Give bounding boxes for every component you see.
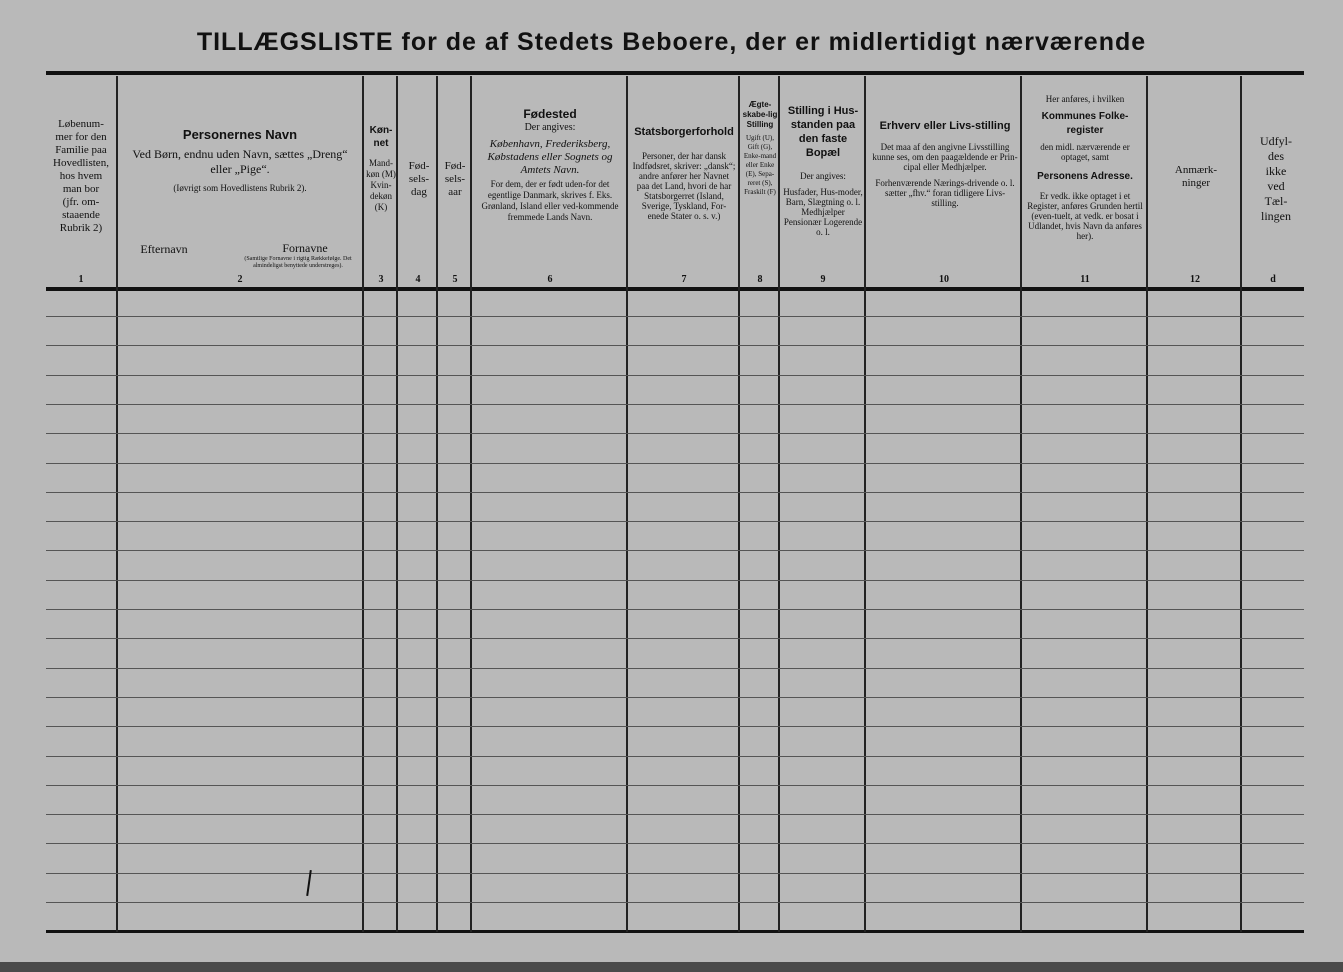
- column-divider: [738, 76, 740, 932]
- col-number: 3: [378, 274, 384, 285]
- row-rule: [46, 668, 1304, 669]
- row-rule: [46, 814, 1304, 815]
- row-rule: [46, 902, 1304, 903]
- col-number: 2: [237, 274, 243, 285]
- col8-heading: Ægte-skabe-lig Stilling: [742, 100, 778, 129]
- col3-header: [366, 124, 396, 213]
- row-rule: [46, 316, 1304, 317]
- row-rule: [46, 550, 1304, 551]
- col2-heading: Personernes Navn: [182, 128, 298, 142]
- col2-forenames-note: (Samtlige Fornavne i rigtig Rækkefølge. Det almindeligst benyttede understreges).: [244, 256, 352, 269]
- col2-text: Ved Børn, endnu uden Navn, sættes „Dreng“ eller „Pige“.: [132, 147, 348, 176]
- cold-header: [1248, 134, 1304, 224]
- col10-heading: Erhverv eller Livs-stilling: [879, 120, 1011, 132]
- col-number: 6: [547, 274, 553, 285]
- column-divider: [1020, 76, 1022, 932]
- col-number: 7: [681, 274, 687, 285]
- column-divider: [626, 76, 628, 932]
- col1-line: mer for den: [55, 131, 107, 143]
- col-number: 12: [1190, 274, 1200, 285]
- row-rule: [46, 638, 1304, 639]
- row-rule: [46, 463, 1304, 464]
- cold-line: Udfyl-: [1260, 134, 1292, 148]
- col6-text2: For dem, der er født uden-for det egentlige Danmark, skrives f. Eks. Grønland, Island eller ved-kommende fremmede Lands Navn.: [481, 179, 619, 222]
- col8-header: [742, 100, 778, 197]
- column-divider: [864, 76, 866, 932]
- col1-line: Hovedlisten,: [53, 157, 109, 169]
- cold-line: lingen: [1261, 209, 1291, 223]
- col11-heading: Kommunes Folke-register: [1041, 111, 1129, 136]
- col1-line: hos hvem: [59, 170, 103, 182]
- col-number: 11: [1080, 274, 1090, 285]
- col1-header: [46, 118, 116, 235]
- column-divider: [1146, 76, 1148, 932]
- column-divider: [116, 76, 118, 932]
- row-rule: [46, 873, 1304, 874]
- row-rule: [46, 345, 1304, 346]
- row-rule: [46, 756, 1304, 757]
- row-rule: [46, 521, 1304, 522]
- col11-heading2: Personens Adresse.: [1037, 171, 1133, 182]
- col11-text2: Er vedk. ikke optaget i et Register, anføres Grunden hertil (even-tuelt, at vedk. er bosat i Udlandet, hvis Navn da anføres her).: [1027, 191, 1143, 241]
- cold-line: Tæl-: [1264, 194, 1288, 208]
- column-divider: [1240, 76, 1242, 932]
- row-rule: [46, 375, 1304, 376]
- col2-surname-label: Efternavn: [140, 243, 188, 256]
- col6-heading: Fødested: [523, 108, 577, 121]
- col9-heading: Stilling i Hus-standen paa den faste Bopæl: [787, 105, 859, 159]
- table-bottom-rule: [46, 930, 1304, 933]
- col3-text: Mand-køn (M) Kvin-dekøn (K): [366, 158, 396, 212]
- col-number: d: [1270, 274, 1276, 285]
- col1-line: Løbenum-: [58, 118, 104, 130]
- col1-line: (jfr. om-: [62, 196, 100, 208]
- col10-text2: Forhenværende Nærings-drivende o. l. sætter „fhv.“ foran tidligere Livs-stilling.: [875, 178, 1015, 208]
- col11-header: [1026, 94, 1144, 241]
- header-bottom-rule: [46, 287, 1304, 291]
- col1-line: staaende: [62, 209, 100, 221]
- row-rule: [46, 843, 1304, 844]
- col-number: 5: [452, 274, 458, 285]
- row-rule: [46, 404, 1304, 405]
- row-rule: [46, 609, 1304, 610]
- col1-line: Rubrik 2): [59, 222, 103, 234]
- column-divider: [362, 76, 364, 932]
- col8-text: Ugift (U), Gift (G), Enke-mand eller Enke (E), Sepa-reret (S), Fraskilt (F): [743, 134, 777, 196]
- col2-note: (Iøvrigt som Hovedlistens Rubrik 2).: [173, 183, 307, 193]
- col2-forenames-label: Fornavne: [282, 242, 328, 255]
- col9-sub: Der angives:: [800, 171, 846, 181]
- col1-line: man bor: [62, 183, 100, 195]
- scan-edge: [0, 962, 1343, 972]
- col-number: 4: [415, 274, 421, 285]
- col6-text: København, Frederiksberg, Købstadens eller Sognets og Amtets Navn.: [487, 138, 613, 176]
- header-top-rule: [46, 71, 1304, 75]
- column-divider: [470, 76, 472, 932]
- col10-text: Det maa af den angivne Livsstilling kunne ses, om den paagældende er Prin-cipal eller Medhjælper.: [872, 142, 1018, 172]
- col-number: 9: [820, 274, 826, 285]
- col2-header: [122, 128, 358, 193]
- col1-line: Familie paa: [55, 144, 107, 156]
- col6-header: [476, 108, 624, 223]
- col5-header: Fød-sels-aar: [444, 160, 466, 198]
- col9-header: [782, 104, 864, 237]
- col-number: 10: [939, 274, 949, 285]
- col-number: 8: [757, 274, 763, 285]
- cold-line: ikke: [1265, 164, 1287, 178]
- row-rule: [46, 697, 1304, 698]
- row-rule: [46, 785, 1304, 786]
- row-rule: [46, 726, 1304, 727]
- cold-line: des: [1268, 149, 1284, 163]
- col4-header: Fød-sels-dag: [408, 160, 430, 198]
- row-rule: [46, 492, 1304, 493]
- column-divider: [396, 76, 398, 932]
- col11-top: Her anføres, i hvilken: [1045, 94, 1125, 104]
- col-number: 1: [78, 274, 84, 285]
- col11-text: den midl. nærværende er optaget, samt: [1040, 142, 1130, 162]
- col9-text: Husfader, Hus-moder, Barn, Slægtning o. l. Medhjælper Pensionær Logerende o. l.: [783, 187, 863, 237]
- col7-text: Personer, der har dansk Indfødsret, skriver: „dansk“; andre anfører her Navnet paa det Land, hvori de har Statsborgerret (Island, Sverige, Tyskland, For-enede Stater o. s. v.): [632, 151, 736, 221]
- col10-header: [872, 118, 1018, 208]
- col12-header: Anmærk-ninger: [1174, 164, 1218, 189]
- column-divider: [778, 76, 780, 932]
- col7-header: [632, 126, 736, 221]
- col7-heading: Statsborgerforhold: [634, 126, 734, 138]
- col3-heading: Køn-net: [369, 125, 393, 149]
- row-rule: [46, 580, 1304, 581]
- form-title: TILLÆGSLISTE for de af Stedets Beboere, der er midlertidigt nærværende: [196, 28, 1147, 56]
- cold-line: ved: [1267, 179, 1285, 193]
- column-divider: [436, 76, 438, 932]
- col6-sub: Der angives:: [524, 122, 576, 133]
- row-rule: [46, 433, 1304, 434]
